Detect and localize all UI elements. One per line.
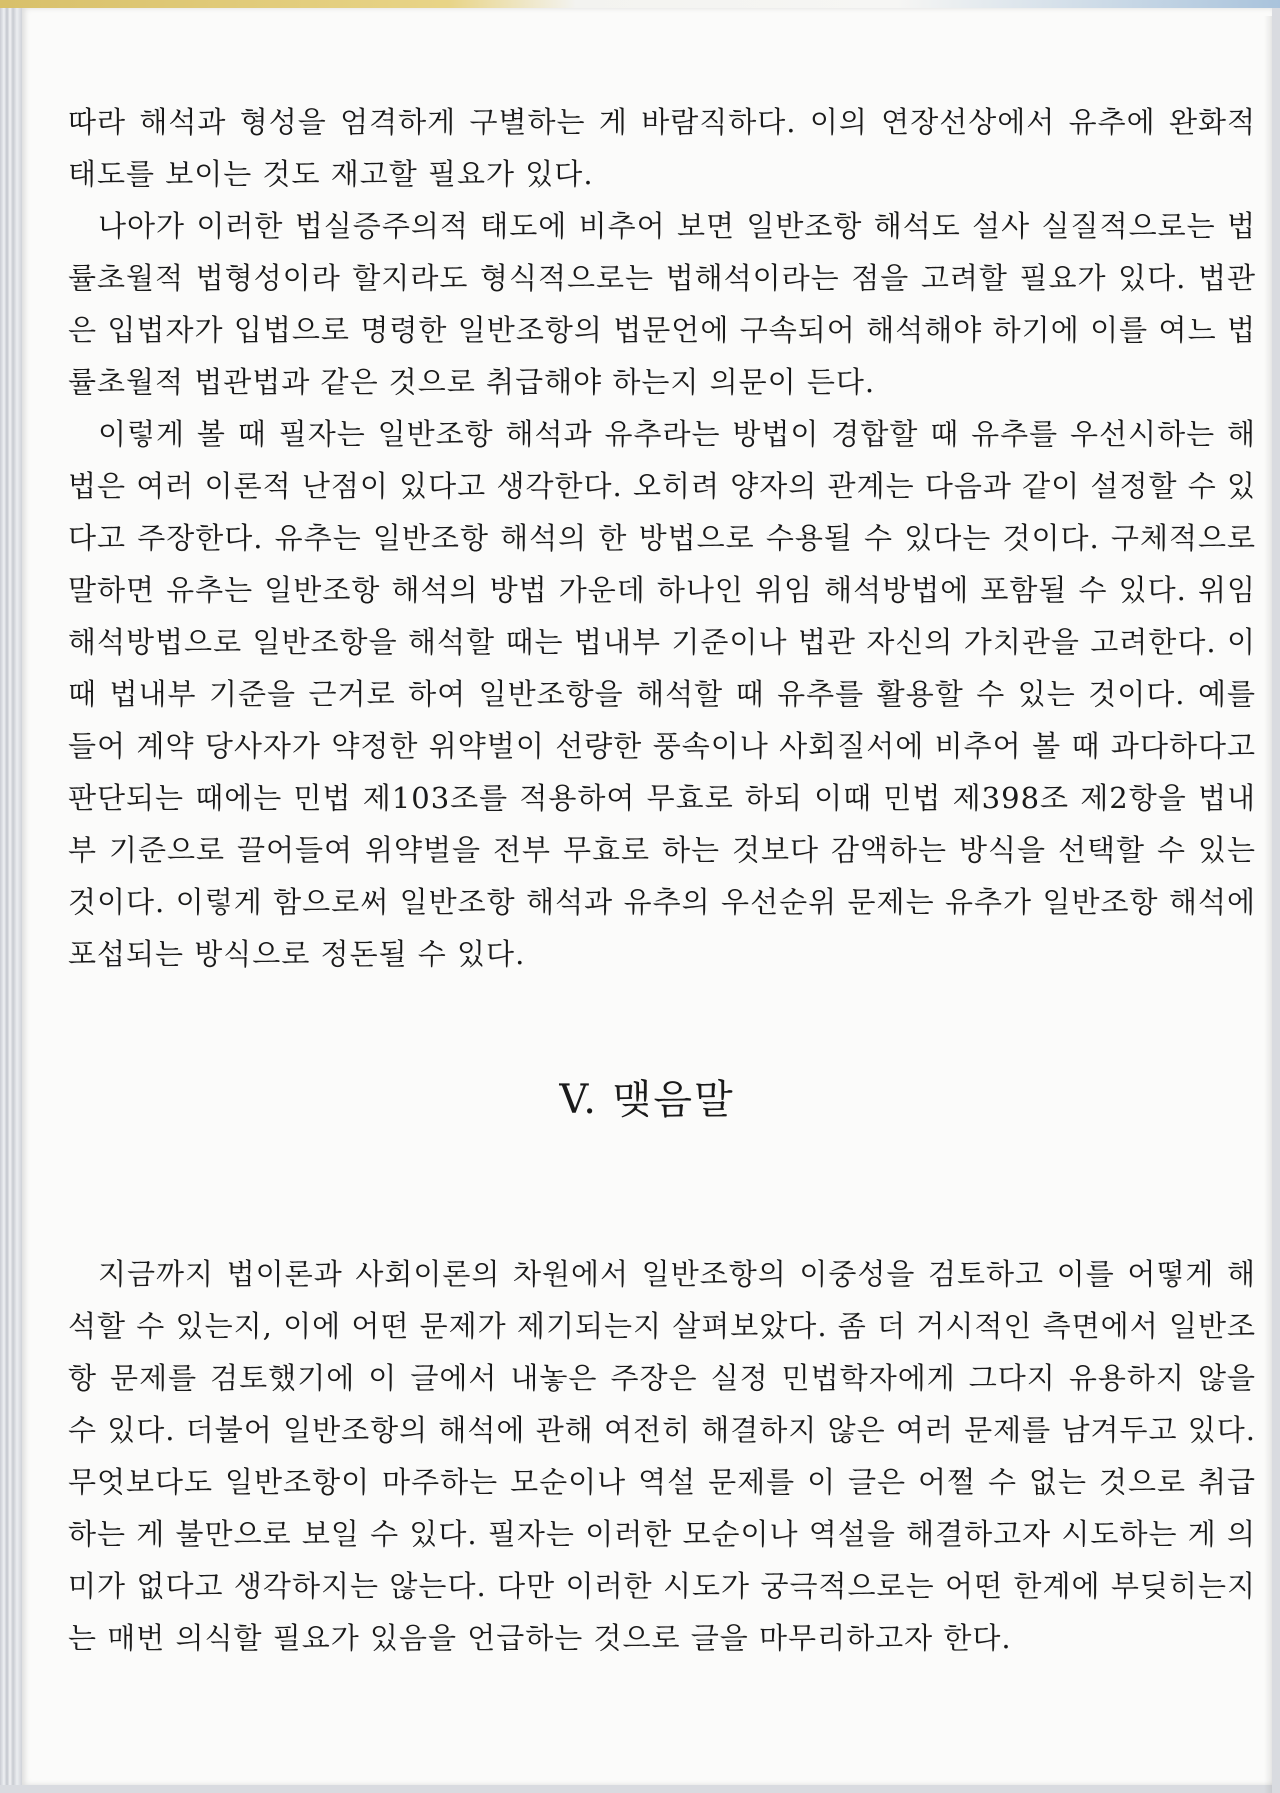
body-text-section [68, 96, 1256, 980]
page-stack-edge [0, 0, 22, 1785]
page-right-shadow [1264, 16, 1272, 1793]
page-top-edge [0, 0, 1280, 8]
conclusion-text-section [68, 1248, 1256, 1664]
section-heading: V. 맺음말 [559, 1077, 735, 1123]
paragraph: 나아가 이러한 법실증주의적 태도에 비추어 보면 일반조항 해석도 설사 실질적으로는 법률초월적 법형성이라 할지라도 형식적으로는 법해석이라는 점을 고려할 필요가 있다. 법관은 입법자가 입법으로 명령한 일반조항의 법문언에 구속되어 해석해야 하기에 이를 여느 법률초월적 법관법과 같은 것으로 취급해야 하는지 의문이 든다. [68, 209, 1256, 399]
paragraph: 지금까지 법이론과 사회이론의 차원에서 일반조항의 이중성을 검토하고 이를 어떻게 해석할 수 있는지, 이에 어떤 문제가 제기되는지 살펴보았다. 좀 더 거시적인 측면에서 일반조항 문제를 검토했기에 이 글에서 내놓은 주장은 실정 민법학자에게 그다지 유용하지 않을 수 있다. 더불어 일반조항의 해석에 관해 여전히 해결하지 않은 여러 문제를 남겨두고 있다. 무엇보다도 일반조항이 마주하는 모순이나 역설 문제를 이 글은 어쩔 수 없는 것으로 취급하는 게 불만으로 보일 수 있다. 필자는 이러한 모순이나 역설을 해결하고자 시도하는 게 의미가 없다고 생각하지는 않는다. 다만 이러한 시도가 궁극적으로는 어떤 한계에 부딪히는지는 매번 의식할 필요가 있음을 언급하는 것으로 글을 마무리하고자 한다. [68, 1257, 1256, 1655]
document-page [22, 8, 1272, 1785]
paragraph: 이렇게 볼 때 필자는 일반조항 해석과 유추라는 방법이 경합할 때 유추를 우선시하는 해법은 여러 이론적 난점이 있다고 생각한다. 오히려 양자의 관계는 다음과 같이 설정할 수 있다고 주장한다. 유추는 일반조항 해석의 한 방법으로 수용될 수 있다는 것이다. 구체적으로 말하면 유추는 일반조항 해석의 방법 가운데 하나인 위임 해석방법에 포함될 수 있다. 위임 해석방법으로 일반조항을 해석할 때는 법내부 기준이나 법관 자신의 가치관을 고려한다. 이때 법내부 기준을 근거로 하여 일반조항을 해석할 때 유추를 활용할 수 있는 것이다. 예를 들어 계약 당사자가 약정한 위약벌이 선량한 풍속이나 사회질서에 비추어 볼 때 과다하다고 판단되는 때에는 민법 제103조를 적용하여 무효로 하되 이때 민법 제398조 제2항을 법내부 기준으로 끌어들여 위약벌을 전부 무효로 하는 것보다 감액하는 방식을 선택할 수 있는 것이다. 이렇게 함으로써 일반조항 해석과 유추의 우선순위 문제는 유추가 일반조항 해석에 포섭되는 방식으로 정돈될 수 있다. [68, 417, 1256, 971]
paragraph-continued: 따라 해석과 형성을 엄격하게 구별하는 게 바람직하다. 이의 연장선상에서 유추에 완화적 태도를 보이는 것도 재고할 필요가 있다. [68, 105, 1256, 191]
